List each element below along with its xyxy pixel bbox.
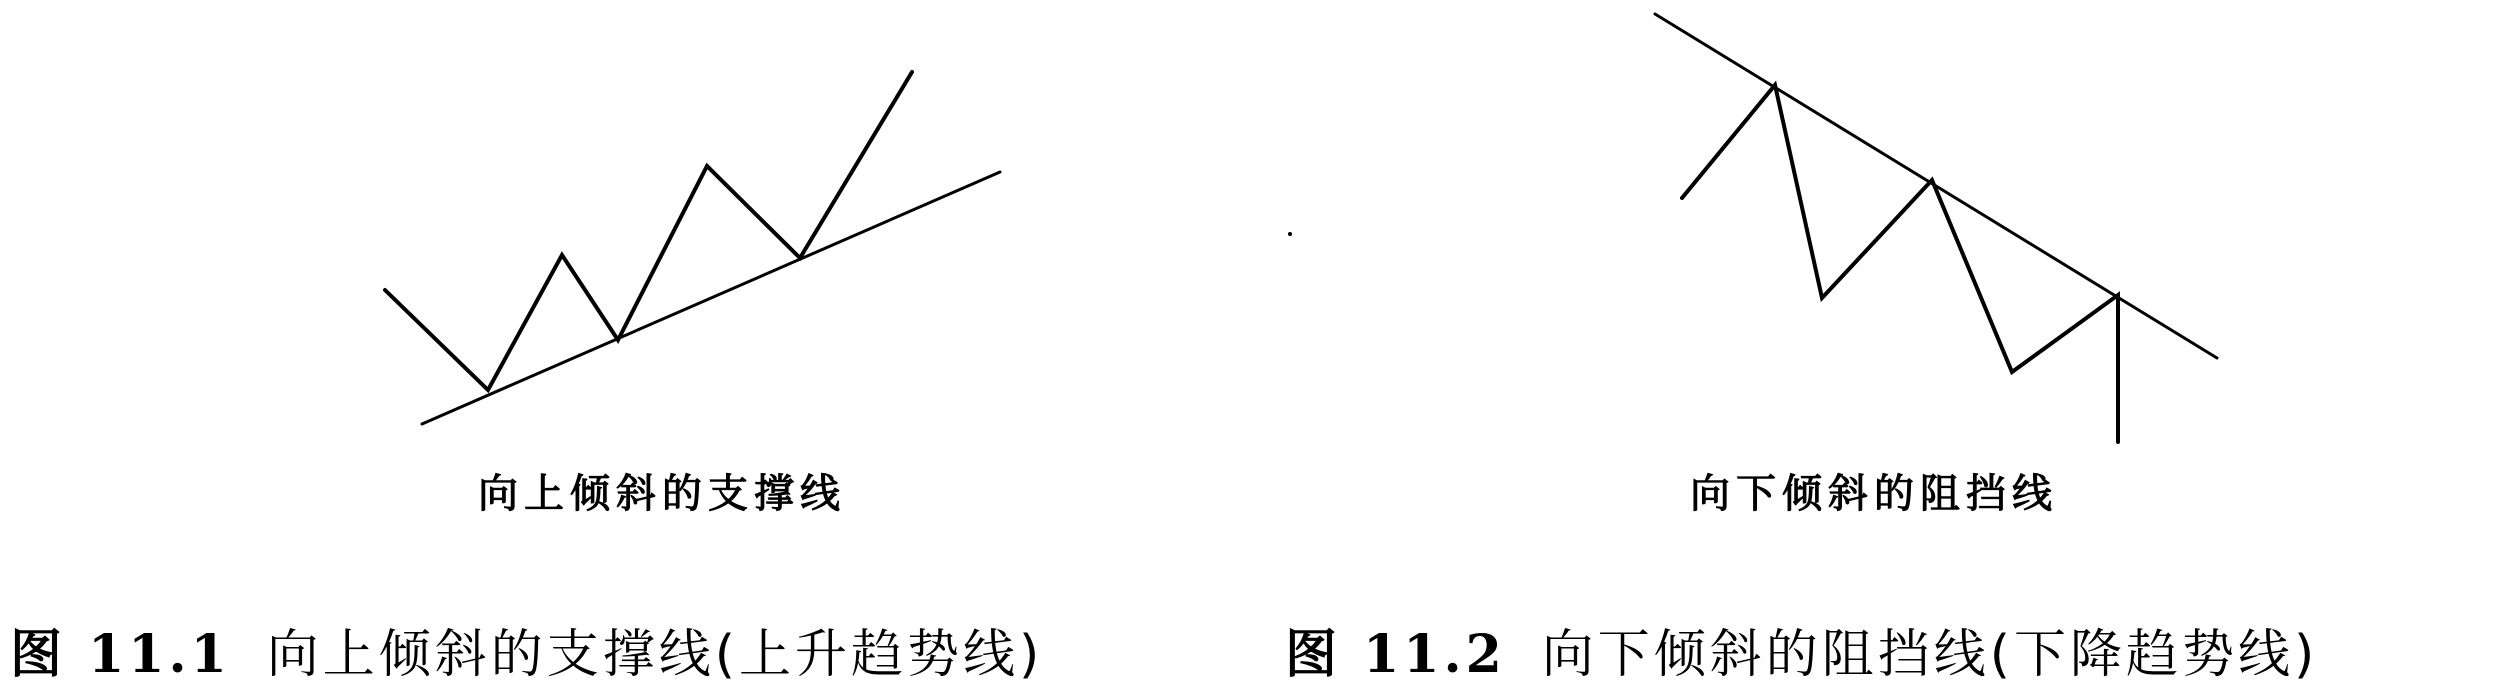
- falling-price-zigzag: [1682, 85, 2118, 442]
- figure-11-2-title: 向下倾斜的阻挡线(下降趋势线): [1541, 625, 2319, 685]
- figure-11-2-number: 图 11.2: [1285, 624, 1506, 685]
- rising-price-zigzag: [385, 72, 912, 390]
- figure-11-1-caption: [10, 612, 1043, 687]
- figure-11-1-label: 向上倾斜的支撑线: [478, 471, 846, 517]
- support-trendline: [422, 172, 1000, 424]
- speck-dot: [1288, 232, 1292, 236]
- figure-11-1-title: 向上倾斜的支撑线(上升趋势线): [266, 625, 1044, 685]
- figure-11-1-number: 图 11.1: [10, 624, 231, 685]
- figure-11-1-diagram: [385, 72, 1000, 424]
- figure-11-2-label: 向下倾斜的阻挡线: [1690, 471, 2058, 517]
- figure-11-2-caption: [1285, 612, 2318, 687]
- figure-11-2-diagram: [1655, 14, 2217, 442]
